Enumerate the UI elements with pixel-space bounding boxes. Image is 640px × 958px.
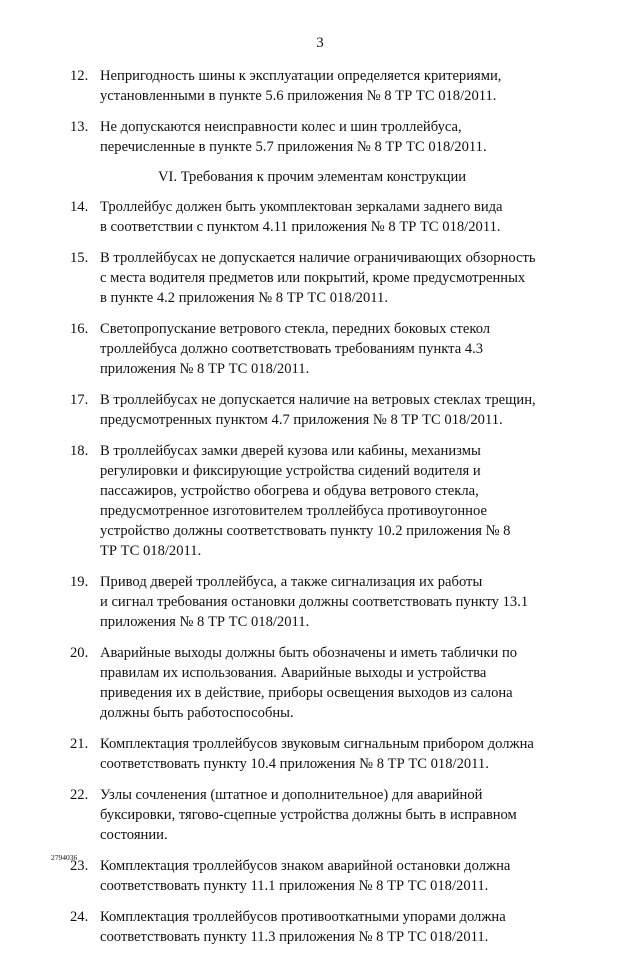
item-text (100, 856, 570, 896)
list-item (70, 785, 570, 845)
text-line: буксировки, тягово-сцепные устройства должны быть в исправном (100, 807, 517, 823)
item-number: 18. (70, 443, 89, 459)
item-text (100, 907, 570, 947)
item-number: 16. (70, 321, 89, 337)
item-text (100, 572, 570, 632)
text-line: Аварийные выходы должны быть обозначены и иметь таблички по (100, 645, 518, 661)
text-line: регулировки и фиксирующие устройства сидений водителя и (100, 463, 481, 479)
text-line: соответствовать пункту 11.1 приложения № 8 ТР ТС 018/2011. (100, 878, 489, 894)
item-number: 20. (70, 645, 89, 661)
text-line: приведения их в действие, приборы освещения выходов из салона (100, 685, 513, 701)
text-line: Не допускаются неисправности колес и шин троллейбуса, (100, 119, 462, 135)
text-line: Узлы сочленения (штатное и дополнительное) для аварийной (100, 787, 483, 803)
text-line: Комплектация троллейбусов знаком аварийной остановки должна (100, 858, 511, 874)
item-text (100, 734, 570, 774)
list-item (70, 734, 570, 774)
text-line: правилам их использования. Аварийные выходы и устройства (100, 665, 487, 681)
text-line: Непригодность шины к эксплуатации определяется критериями, (100, 68, 502, 84)
list-item (70, 907, 570, 947)
item-text (100, 197, 570, 237)
item-number: 13. (70, 119, 89, 135)
item-number: 19. (70, 574, 89, 590)
item-text (100, 66, 570, 106)
text-line: Привод дверей троллейбуса, а также сигнализация их работы (100, 574, 483, 590)
text-line: должны быть работоспособны. (100, 705, 294, 721)
item-number: 15. (70, 250, 89, 266)
text-line: и сигнал требования остановки должны соответствовать пункту 13.1 (100, 594, 529, 610)
text-line: пассажиров, устройство обогрева и обдува ветрового стекла, (100, 483, 479, 499)
text-line: предусмотренное изготовителем троллейбуса противоугонное (100, 503, 487, 519)
item-number: 21. (70, 736, 89, 752)
list-item (70, 319, 570, 379)
text-line: Троллейбус должен быть укомплектован зеркалами заднего вида (100, 199, 503, 215)
text-line: В троллейбусах замки дверей кузова или кабины, механизмы (100, 443, 481, 459)
text-line: В троллейбусах не допускается наличие ограничивающих обзорность (100, 250, 536, 266)
item-number: 22. (70, 787, 89, 803)
text-line: В троллейбусах не допускается наличие на ветровых стеклах трещин, (100, 392, 536, 408)
item-text (100, 248, 570, 308)
item-text (100, 319, 570, 379)
item-number: 12. (70, 68, 89, 84)
text-line: в пункте 4.2 приложения № 8 ТР ТС 018/2011. (100, 290, 388, 306)
list-item (70, 66, 570, 106)
text-line: в соответствии с пунктом 4.11 приложения № 8 ТР ТС 018/2011. (100, 219, 501, 235)
text-line: соответствовать пункту 10.4 приложения № 8 ТР ТС 018/2011. (100, 756, 489, 772)
item-number: 17. (70, 392, 89, 408)
text-line: состоянии. (100, 827, 168, 843)
item-text (100, 390, 570, 430)
item-text (100, 643, 570, 723)
item-text (100, 785, 570, 845)
item-text (100, 117, 570, 157)
section-heading: VI. Требования к прочим элементам конструкции (158, 169, 467, 185)
document-body (70, 66, 570, 958)
text-line: Светопропускание ветрового стекла, передних боковых стекол (100, 321, 491, 337)
text-line: предусмотренных пунктом 4.7 приложения № 8 ТР ТС 018/2011. (100, 412, 503, 428)
text-line: Комплектация троллейбусов противооткатными упорами должна (100, 909, 506, 925)
text-line: троллейбуса должно соответствовать требованиям пункта 4.3 (100, 341, 484, 357)
list-item (70, 572, 570, 632)
item-number: 24. (70, 909, 89, 925)
page-number: 3 (316, 35, 324, 51)
text-line: перечисленные в пункте 5.7 приложения № 8 ТР ТС 018/2011. (100, 139, 487, 155)
list-item (70, 643, 570, 723)
list-item (70, 248, 570, 308)
item-number: 23. (70, 858, 89, 874)
text-line: приложения № 8 ТР ТС 018/2011. (100, 614, 310, 630)
requirements-list-part-2 (70, 197, 570, 947)
item-text (100, 441, 570, 561)
requirements-list-part-1 (70, 66, 570, 157)
text-line: ТР ТС 018/2011. (100, 543, 202, 559)
item-number: 14. (70, 199, 89, 215)
text-line: с места водителя предметов или покрытий, кроме предусмотренных (100, 270, 526, 286)
text-line: приложения № 8 ТР ТС 018/2011. (100, 361, 310, 377)
list-item (70, 390, 570, 430)
list-item (70, 197, 570, 237)
text-line: соответствовать пункту 11.3 приложения № 8 ТР ТС 018/2011. (100, 929, 489, 945)
list-item (70, 117, 570, 157)
text-line: Комплектация троллейбусов звуковым сигнальным прибором должна (100, 736, 534, 752)
text-line: устройство должны соответствовать пункту 10.2 приложения № 8 (100, 523, 511, 539)
list-item (70, 441, 570, 561)
list-item (70, 856, 570, 896)
text-line: установленными в пункте 5.6 приложения № 8 ТР ТС 018/2011. (100, 88, 497, 104)
document-code: 2794036 (51, 853, 78, 862)
